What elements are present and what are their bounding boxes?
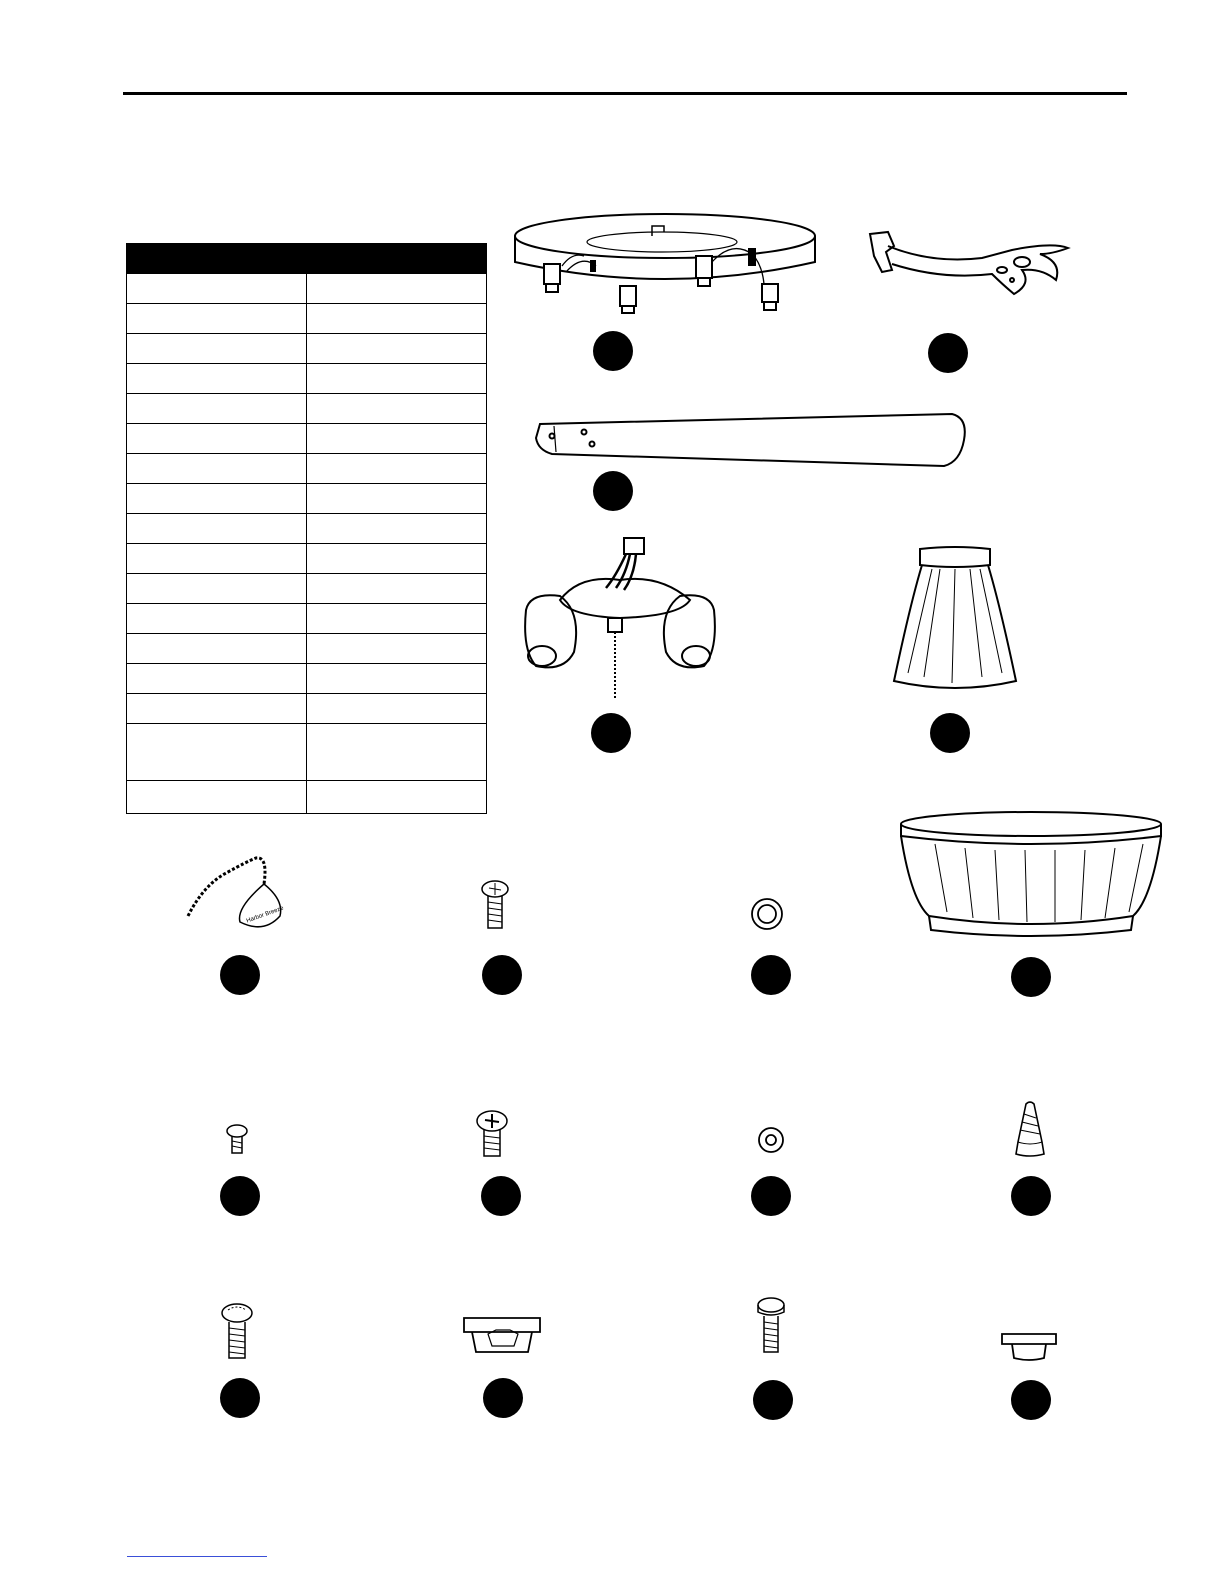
part-marker [481, 1176, 521, 1216]
part-description [307, 394, 487, 424]
part-marker [593, 331, 633, 371]
blade-screw-icon [480, 880, 510, 932]
part-letter [127, 724, 307, 781]
glass-bowl-icon [895, 808, 1167, 940]
light-kit-icon [520, 530, 720, 700]
part-marker [1011, 957, 1051, 997]
table-row [127, 664, 487, 694]
part-marker [1011, 1380, 1051, 1420]
part-letter [127, 274, 307, 304]
table-row [127, 394, 487, 424]
table-row [127, 424, 487, 454]
part-marker [220, 1378, 260, 1418]
part-letter [127, 364, 307, 394]
part-marker [751, 955, 791, 995]
part-description [307, 574, 487, 604]
part-marker [930, 713, 970, 753]
table-row [127, 514, 487, 544]
table-row [127, 544, 487, 574]
table-row [127, 694, 487, 724]
part-description [307, 364, 487, 394]
part-description [307, 724, 487, 781]
small-screw-icon [226, 1124, 248, 1156]
table-row [127, 454, 487, 484]
cap-nut-icon [1000, 1332, 1058, 1362]
footer-link-rule [127, 1556, 267, 1557]
part-marker [928, 333, 968, 373]
part-marker [482, 955, 522, 995]
part-description [307, 781, 487, 814]
part-description [307, 634, 487, 664]
part-marker [220, 1176, 260, 1216]
table-row [127, 724, 487, 781]
part-letter [127, 574, 307, 604]
mounting-plate-icon [512, 206, 818, 316]
header-rule [123, 92, 1127, 95]
part-description [307, 454, 487, 484]
part-letter [127, 604, 307, 634]
part-letter [127, 514, 307, 544]
part-letter [127, 424, 307, 454]
part-marker [593, 471, 633, 511]
table-row [127, 274, 487, 304]
parts-table-header-letter [127, 244, 307, 275]
table-row [127, 304, 487, 334]
part-letter [127, 304, 307, 334]
part-description [307, 604, 487, 634]
part-marker [753, 1380, 793, 1420]
part-description [307, 484, 487, 514]
part-marker [1011, 1176, 1051, 1216]
table-row [127, 484, 487, 514]
pull-chain-fob-text: Harbor Breeze [245, 905, 285, 925]
part-description [307, 514, 487, 544]
part-description [307, 664, 487, 694]
part-description [307, 334, 487, 364]
part-description [307, 304, 487, 334]
part-letter [127, 781, 307, 814]
table-row [127, 574, 487, 604]
part-letter [127, 544, 307, 574]
mounting-screw-icon [220, 1302, 254, 1362]
hex-nut-icon [462, 1316, 542, 1356]
part-letter [127, 454, 307, 484]
table-row [127, 334, 487, 364]
wire-connector-icon [1012, 1100, 1048, 1158]
parts-table-header [127, 244, 487, 275]
bolt-icon [756, 1296, 786, 1356]
table-row [127, 604, 487, 634]
table-row [127, 634, 487, 664]
parts-table-header-description [307, 244, 487, 275]
part-description [307, 694, 487, 724]
part-letter [127, 694, 307, 724]
part-letter [127, 484, 307, 514]
part-marker [483, 1378, 523, 1418]
part-letter [127, 394, 307, 424]
part-letter [127, 334, 307, 364]
parts-table [126, 243, 487, 814]
blade-arm-icon [862, 228, 1072, 298]
pull-chain-icon [184, 854, 299, 932]
part-marker [751, 1176, 791, 1216]
part-letter [127, 664, 307, 694]
table-row [127, 781, 487, 814]
part-description [307, 544, 487, 574]
glass-shade-icon [890, 545, 1020, 690]
table-row [127, 364, 487, 394]
part-letter [127, 634, 307, 664]
flat-washer-icon [756, 1126, 786, 1154]
part-marker [220, 955, 260, 995]
part-description [307, 424, 487, 454]
lock-washer-icon [748, 896, 786, 932]
part-marker [591, 713, 631, 753]
fan-blade-icon [532, 410, 968, 472]
blade-arm-screw-icon [475, 1110, 509, 1160]
part-description [307, 274, 487, 304]
